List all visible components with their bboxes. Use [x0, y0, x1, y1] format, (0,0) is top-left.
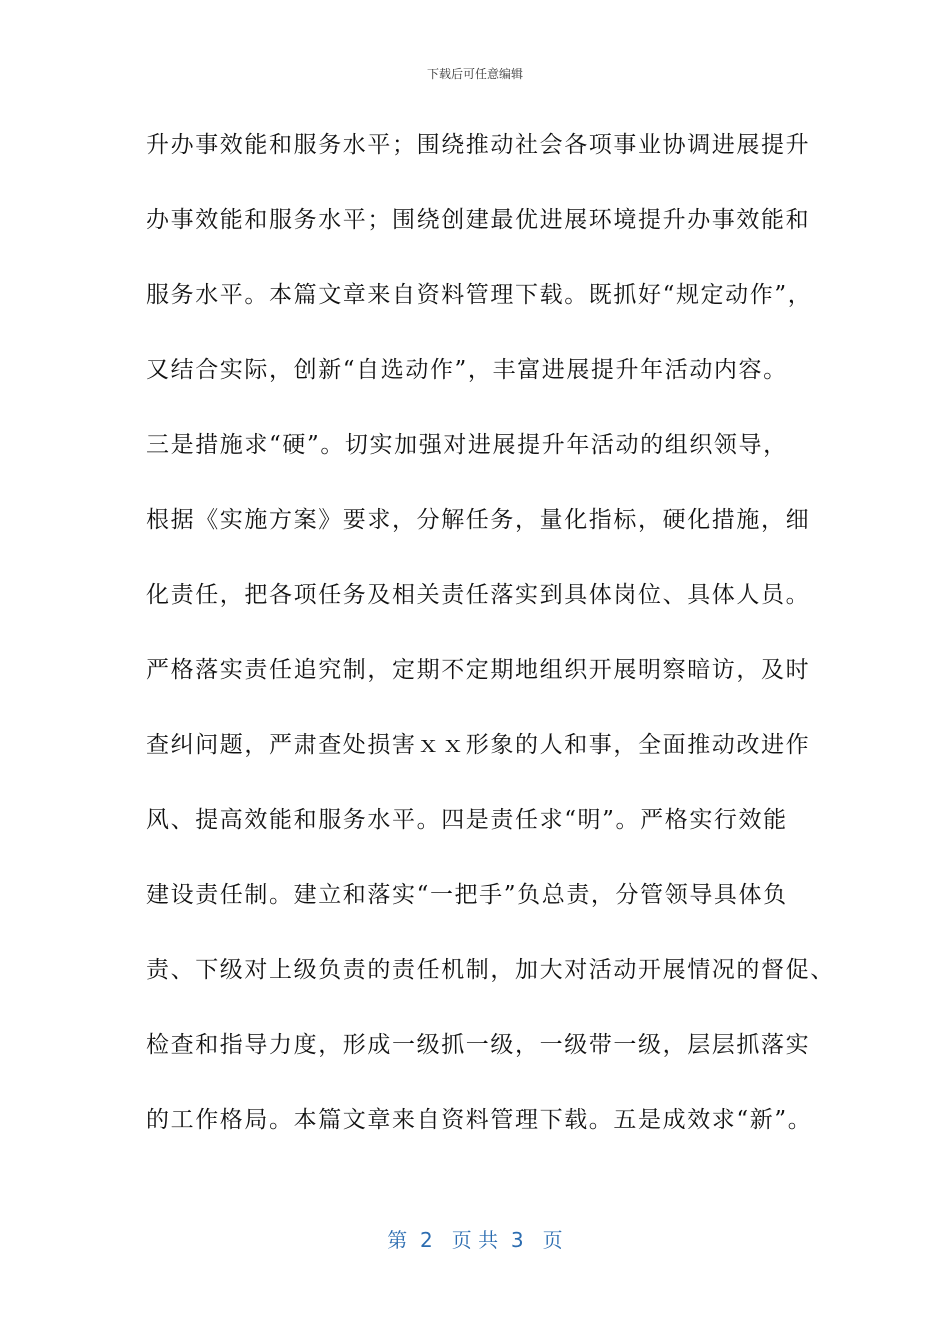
body-line: 的工作格局。本篇文章来自资料管理下载。五是成效求“新”。 [146, 1107, 813, 1133]
body-line: 严格落实责任追究制，定期不定期地组织开展明察暗访，及时 [146, 657, 811, 683]
body-line: 办事效能和服务水平；围绕创建最优进展环境提升办事效能和 [146, 207, 811, 233]
body-line: 化责任，把各项任务及相关责任落实到具体岗位、具体人员。 [146, 582, 811, 608]
document-body [146, 108, 835, 1158]
body-line: 建设责任制。建立和落实“一把手”负总责，分管领导具体负 [146, 882, 788, 908]
page-number-footer: 第 2 页 共 3 页 [387, 1228, 563, 1252]
page-header: 下载后可任意编辑 [426, 67, 523, 81]
body-line: 责、下级对上级负责的责任机制，加大对活动开展情况的督促、 [146, 957, 835, 983]
body-line: 服务水平。本篇文章来自资料管理下载。既抓好“规定动作”， [146, 282, 813, 308]
body-line: 风、提高效能和服务水平。四是责任求“明”。严格实行效能 [146, 807, 788, 833]
body-line: 升办事效能和服务水平；围绕推动社会各项事业协调进展提升 [146, 132, 811, 158]
body-line: 三是措施求“硬”。切实加强对进展提升年活动的组织领导， [146, 432, 788, 458]
body-line: 检查和指导力度，形成一级抓一级，一级带一级，层层抓落实 [146, 1032, 811, 1058]
body-line: 查纠问题，严肃查处损害ｘｘ形象的人和事，全面推动改进作 [146, 732, 811, 758]
body-line: 根据《实施方案》要求，分解任务，量化指标，硬化措施，细 [146, 507, 811, 533]
body-line: 又结合实际，创新“自选动作”，丰富进展提升年活动内容。 [146, 357, 788, 383]
